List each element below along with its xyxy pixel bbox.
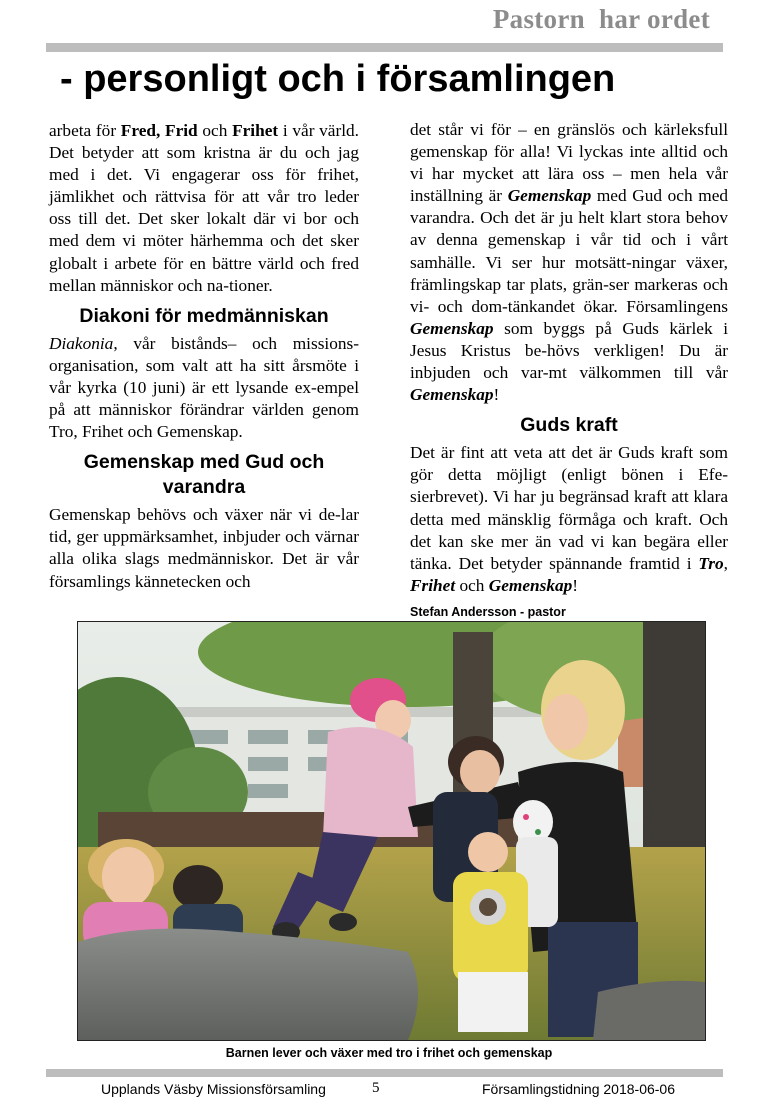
left-column <box>49 120 359 593</box>
kraft-paragraph: Det är fint att veta att det är Guds kraft som gör detta möjligt (enligt bönen i Efe-sierbrevet). Vi har ju begränsad kraft att klara detta med mänsklig förmåga och kraft. Och det kan ske mer än vad vi kan begära eller tänka. Det betyder spännande framtid i Tro, Frihet och Gemenskap! <box>410 443 728 595</box>
diakoni-paragraph: Diakonia, vår bistånds– och missions-organisation, som valt att ha sitt årsmöte i vår kyrka (10 juni) är ett lysande ex-empel på att människor förändrar världen genom Tro, Frihet och Gemenskap. <box>49 333 359 442</box>
footer-organization: Upplands Väsby Missionsförsamling <box>101 1081 326 1097</box>
section-title: Pastorn har ordet <box>492 4 710 34</box>
photo-caption: Barnen lever och växer med tro i frihet och gemenskap <box>225 1046 553 1060</box>
gemenskap-paragraph: Gemenskap behövs och växer när vi de-lar tid, ger uppmärksamhet, inbjuder och värnar alla olika slags medmänniskor. Det är vår församlings kännetecken och <box>49 505 359 591</box>
main-title: - personligt och i församlingen <box>60 58 616 100</box>
children-photo <box>77 621 706 1041</box>
right-column <box>410 119 728 623</box>
heading-gemenskap: Gemenskap med Gud och varandra <box>83 451 325 499</box>
children-photo-illustration <box>78 622 705 1040</box>
header-rule <box>46 43 723 52</box>
page-number: 5 <box>372 1080 380 1096</box>
heading-kraft: Guds kraft <box>520 414 618 437</box>
footer-publication-date: Församlingstidning 2018-06-06 <box>482 1081 675 1097</box>
gemenskap-continued-paragraph: det står vi för – en gränslös och kärleksfull gemenskap för alla! Vi lyckas inte alltid och vi har mycket att lära oss – men hela vår inställning är Gemenskap med Gud och med varandra. Och det är ju helt klart stora behov av denna gemenskap i vår tid och i vårt samhälle. Vi ser hur motsätt-ningar växer, främlingskap tar plats, grän-ser markeras och vi- och dom-tänkandet ökar. Församlingens Gemenskap som byggs på Guds kärlek i Jesus Kristus be-hövs verkligen! Du är inbjuden och var-mt välkommen till vår Gemenskap! <box>410 120 729 405</box>
footer-rule <box>46 1069 723 1077</box>
intro-paragraph: arbeta för Fred, Frid och Frihet i vår värld. Det betyder att som kristna är du och jag med i det. Vi engagerar oss för frihet, jämlikhet och rättvisa för att vår tro leder oss till det. Det sker lokalt där vi bor och med dem vi möter härhemma och det sker globalt i arbete för en bättre värld och fred mellan människor och na-tioner. <box>49 121 359 295</box>
heading-diakoni: Diakoni för medmänniskan <box>79 304 329 327</box>
signature: Stefan Andersson - pastor <box>410 604 566 619</box>
